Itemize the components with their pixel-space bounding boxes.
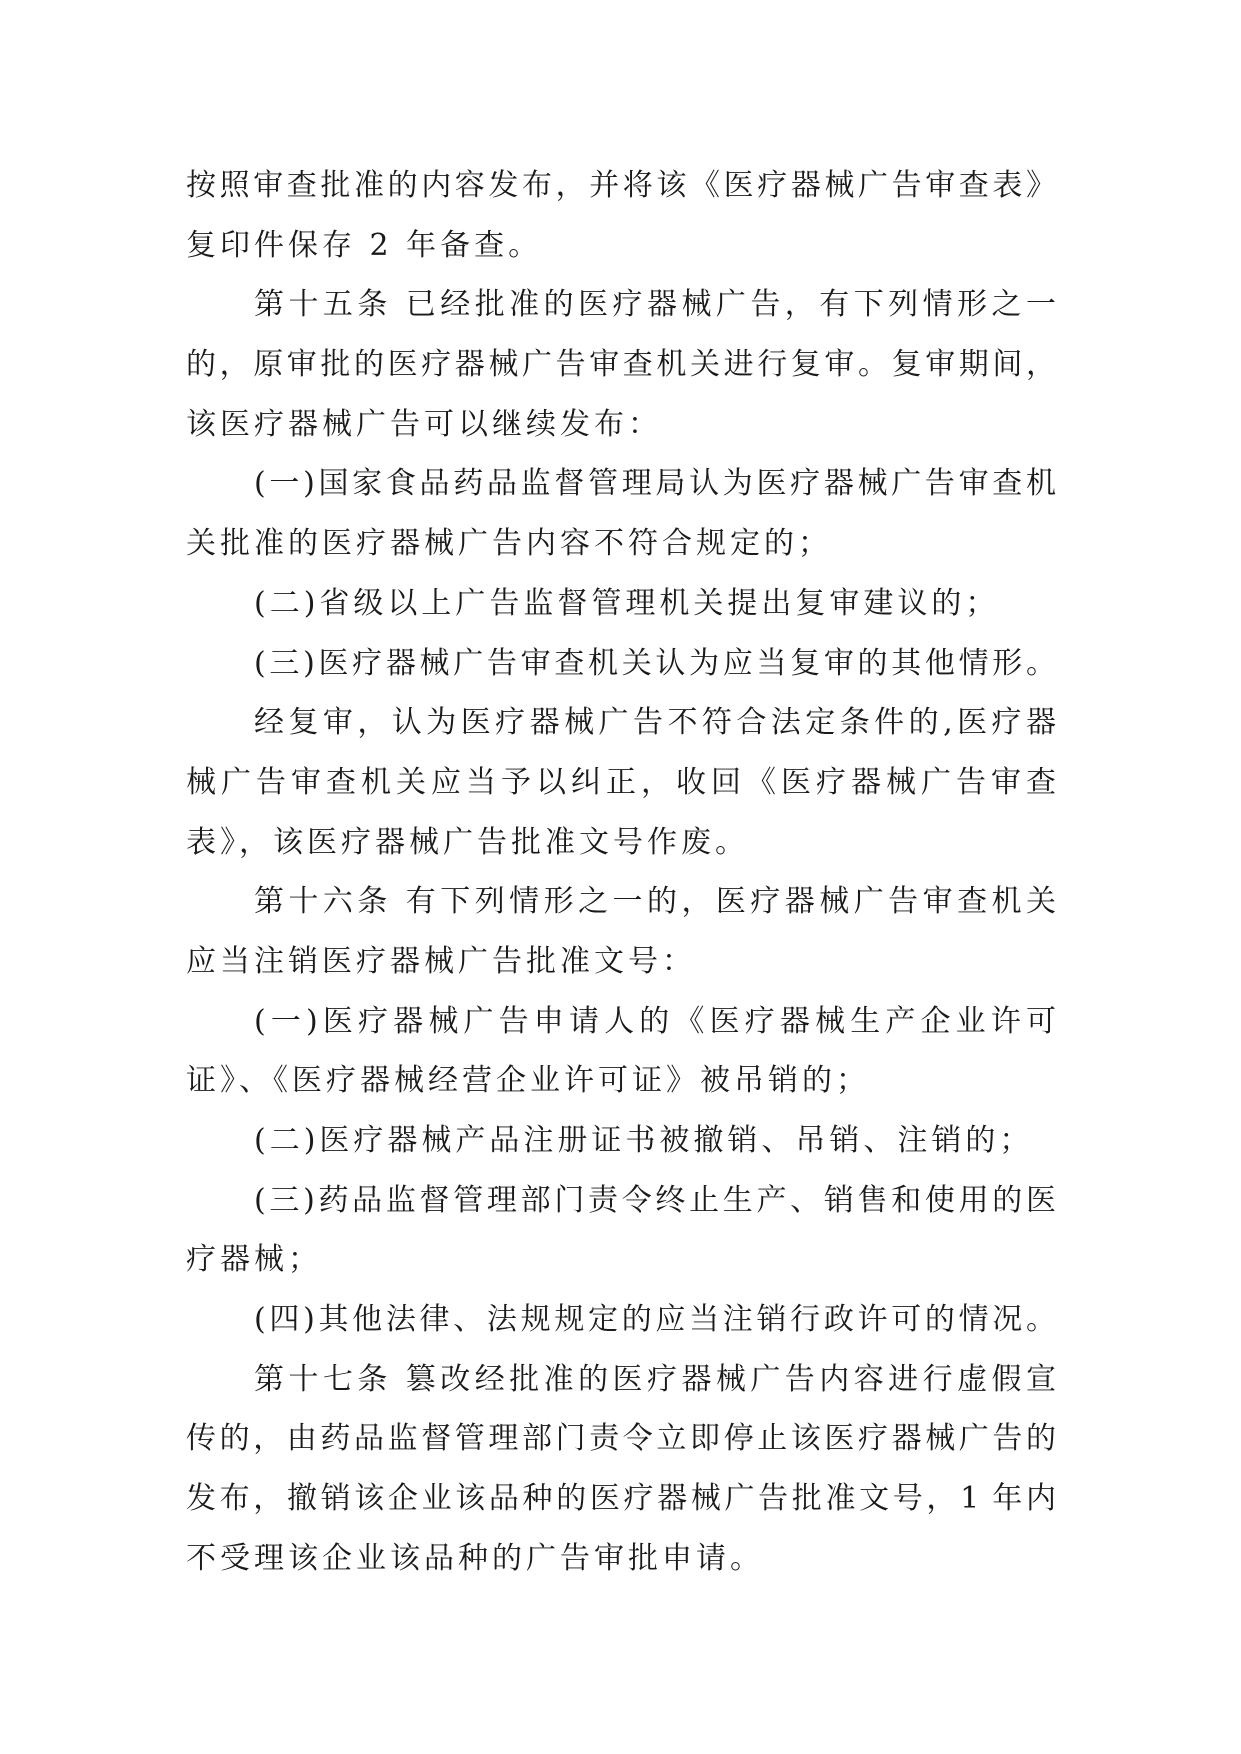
list-item-line: (四)其他法律、法规规定的应当注销行政许可的情况。 xyxy=(254,1302,1056,1338)
text-line: 复印件保存 2 年备查。 xyxy=(186,227,543,263)
list-item-line: (一)医疗器械广告申请人的《医疗器械生产企业许可 xyxy=(254,1003,1056,1039)
list-item-line: (二)省级以上广告监督管理机关提出复审建议的； xyxy=(254,585,1000,621)
text-line: 关批准的医疗器械广告内容不符合规定的； xyxy=(186,526,832,562)
text-line: 应当注销医疗器械广告批准文号： xyxy=(186,943,696,979)
document-body xyxy=(186,156,1056,1589)
text-line: 该医疗器械广告可以继续发布： xyxy=(186,406,662,442)
text-line: 表》，该医疗器械广告批准文号作废。 xyxy=(186,824,749,860)
list-item-line: (三)药品监督管理部门责令终止生产、销售和使用的医 xyxy=(254,1182,1056,1218)
text-line: 械广告审查机关应当予以纠正，收回《医疗器械广告审查 xyxy=(186,764,1056,800)
text-line: 疗器械； xyxy=(186,1242,322,1278)
article-15-heading-line: 第十五条 已经批准的医疗器械广告，有下列情形之一 xyxy=(254,287,1056,323)
text-line: 证》、《医疗器械经营企业许可证》被吊销的； xyxy=(186,1063,870,1099)
list-item-line: (三)医疗器械广告审查机关认为应当复审的其他情形。 xyxy=(254,645,1056,681)
list-item-line: (二)医疗器械产品注册证书被撤销、吊销、注销的； xyxy=(254,1123,1034,1158)
article-16-heading-line: 第十六条 有下列情形之一的，医疗器械广告审查机关 xyxy=(254,884,1056,920)
text-line: 不受理该企业该品种的广告审批申请。 xyxy=(186,1540,764,1576)
text-line: 按照审查批准的内容发布，并将该《医疗器械广告审查表》 xyxy=(186,168,1056,203)
list-item-line: (一)国家食品药品监督管理局认为医疗器械广告审查机 xyxy=(254,466,1056,502)
text-line: 发布，撤销该企业该品种的医疗器械广告批准文号，1 年内 xyxy=(186,1481,1056,1517)
paragraph-line: 经复审，认为医疗器械广告不符合法定条件的,医疗器 xyxy=(254,705,1056,741)
article-17-heading-line: 第十七条 篡改经批准的医疗器械广告内容进行虚假宣 xyxy=(254,1361,1056,1397)
text-line: 的，原审批的医疗器械广告审查机关进行复审。复审期间， xyxy=(186,347,1056,383)
text-line: 传的，由药品监督管理部门责令立即停止该医疗器械广告的 xyxy=(186,1421,1056,1457)
